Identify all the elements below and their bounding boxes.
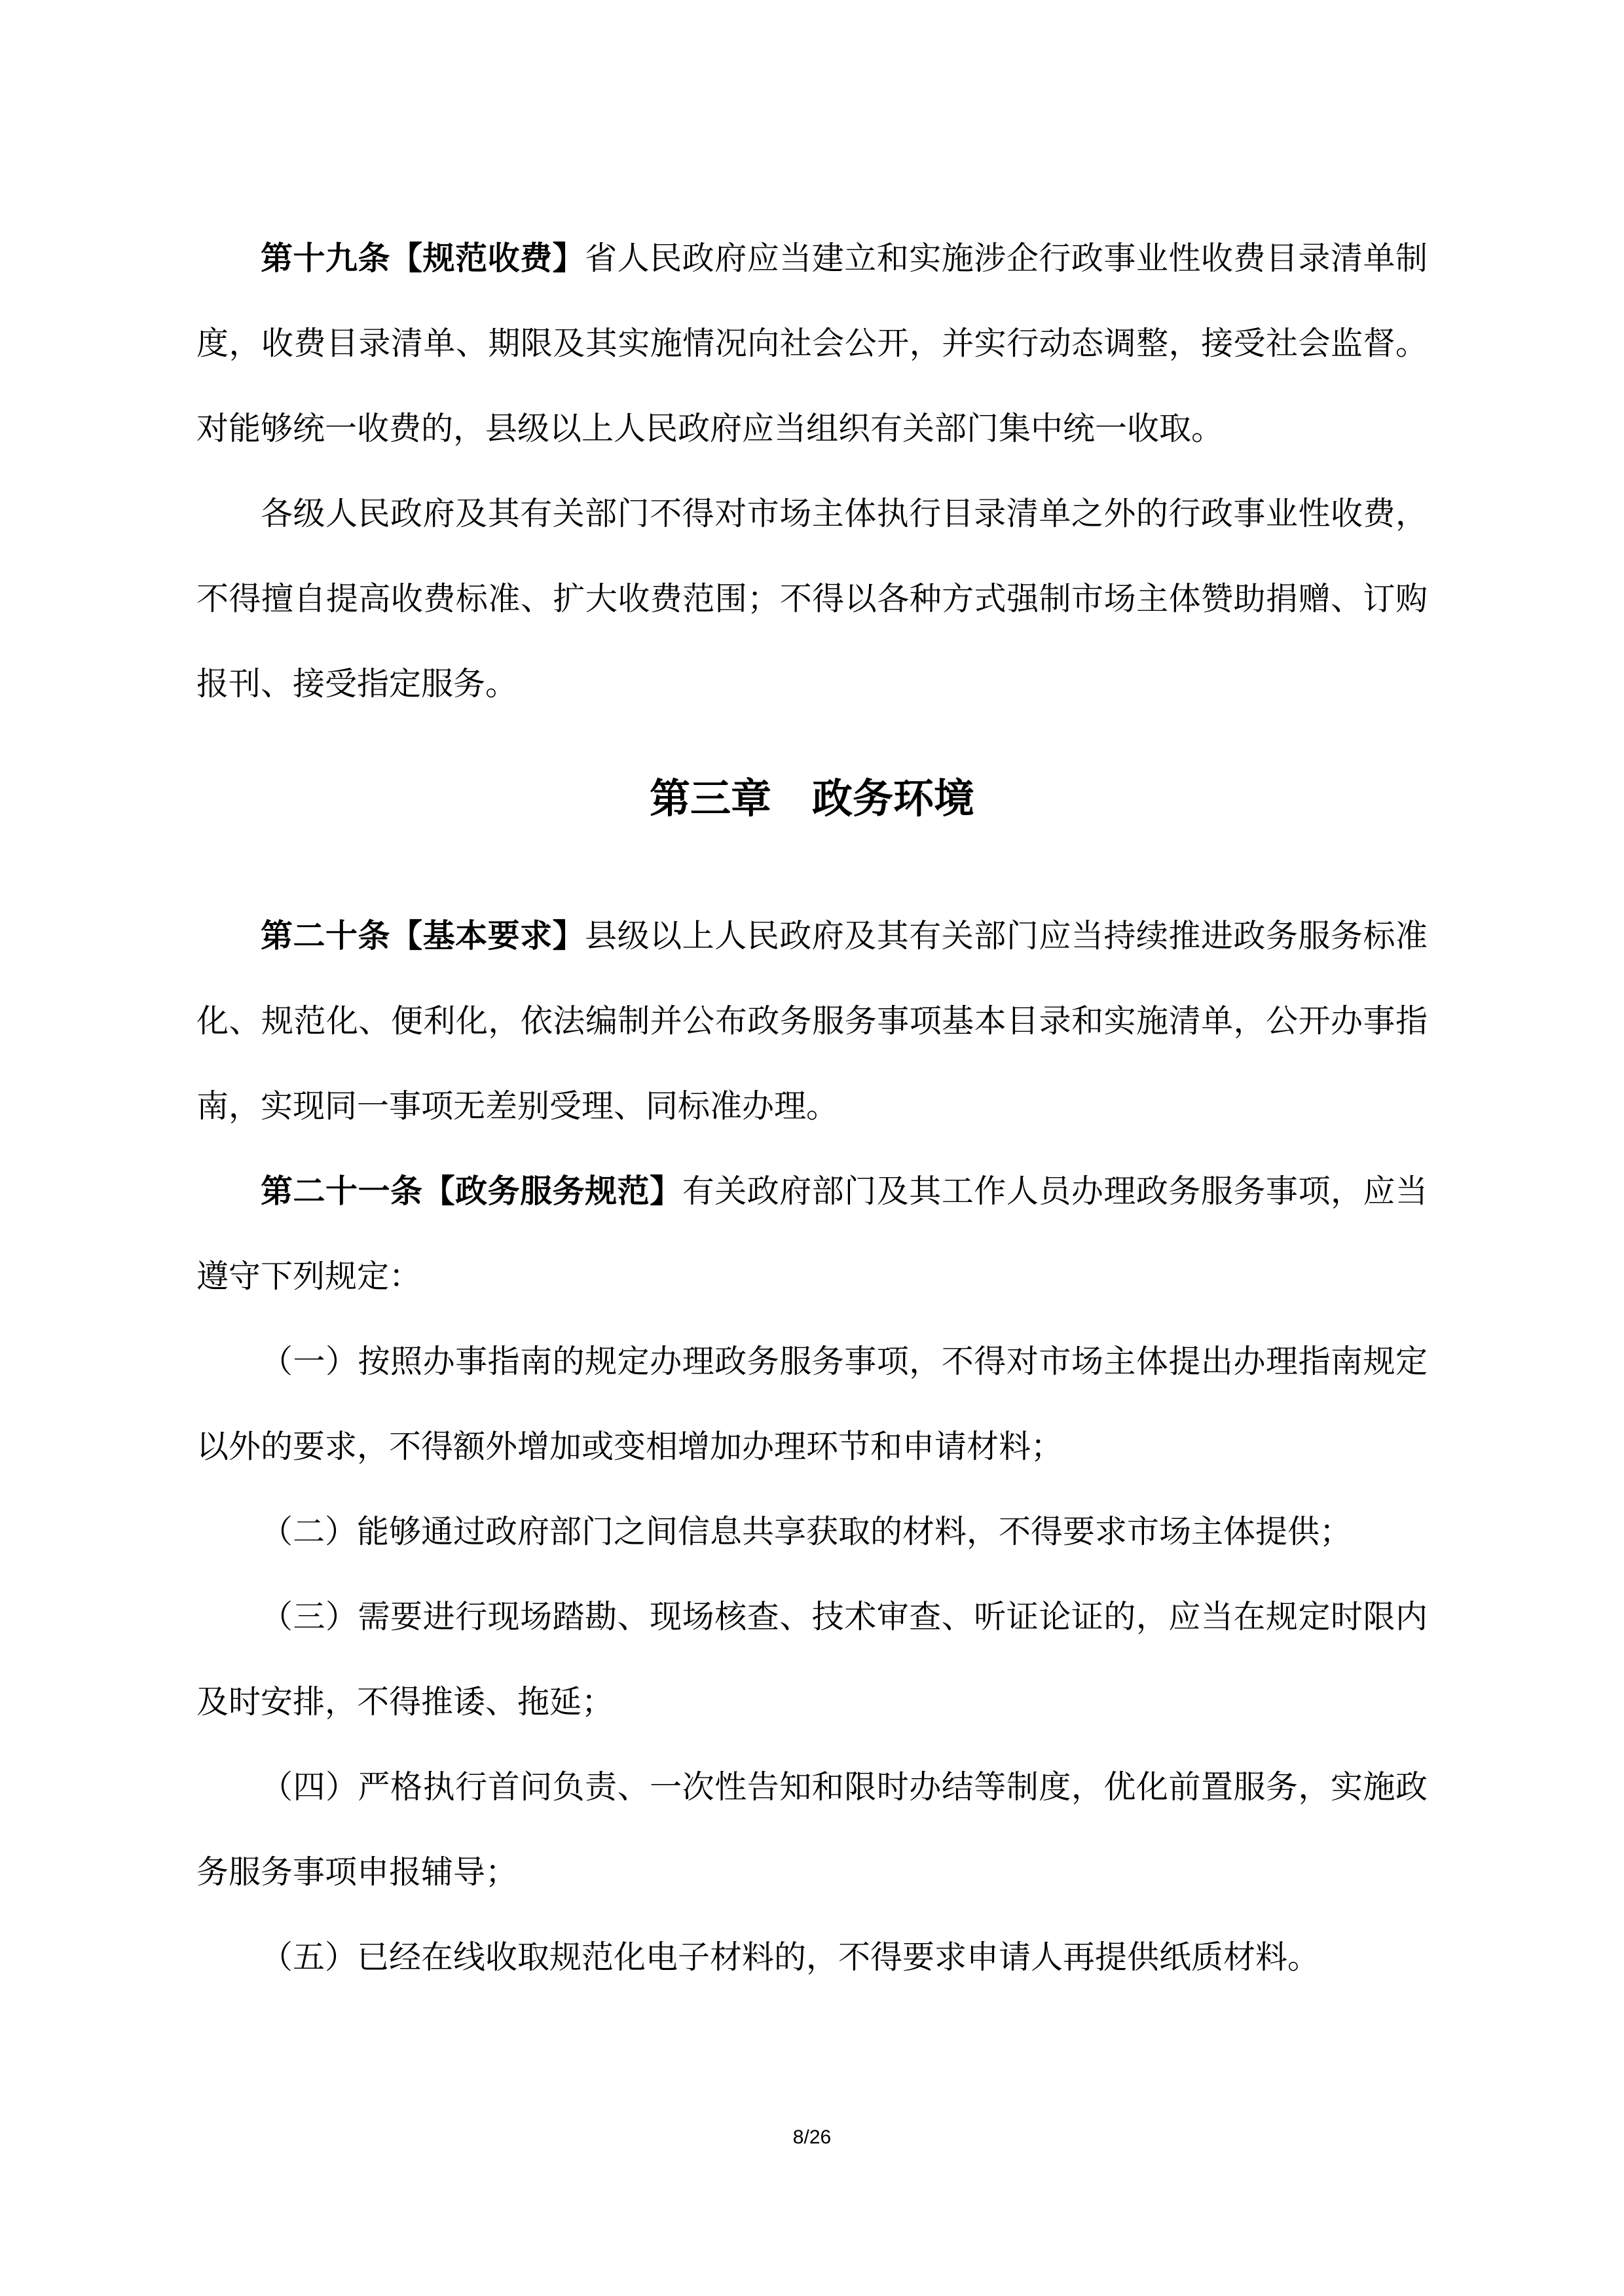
article-20-heading: 第二十条【基本要求】 <box>261 917 585 955</box>
list-item: （五）已经在线收取规范化电子材料的，不得要求申请人再提供纸质材料。 <box>261 1939 1320 1976</box>
list-item: （三）需要进行现场踏勘、现场核查、技术审查、听证论证的，应当在规定时限内及时安排，不得推诿、拖延； <box>196 1598 1428 1721</box>
page-number: 8/26 <box>792 2126 832 2148</box>
article-19-paragraph-2: 各级人民政府及其有关部门不得对市场主体执行目录清单之外的行政事业性收费，不得擅自提高收费标准、扩大收费范围；不得以各种方式强制市场主体赞助捐赠、订购报刊、接受指定服务。 <box>196 495 1428 702</box>
article-21-paragraph <box>196 1149 1428 1319</box>
list-item: （一）按照办事指南的规定办理政务服务事项，不得对市场主体提出办理指南规定以外的要求，不得额外增加或变相增加办理环节和申请材料； <box>196 1343 1428 1465</box>
article-20-paragraph <box>196 894 1428 1149</box>
list-item: （二）能够通过政府部门之间信息共享获取的材料，不得要求市场主体提供； <box>261 1513 1352 1550</box>
article-20-text: 县级以上人民政府及其有关部门应当持续推进政务服务标准化、规范化、便利化，依法编制并公布政务服务事项基本目录和实施清单，公开办事指南，实现同一事项无差别受理、同标准办理。 <box>196 917 1428 1125</box>
chapter-title: 第三章 政务环境 <box>649 774 974 822</box>
article-21-heading: 第二十一条【政务服务规范】 <box>261 1173 682 1210</box>
article-19-text: 省人民政府应当建立和实施涉企行政事业性收费目录清单制度，收费目录清单、期限及其实施情况向社会公开，并实行动态调整，接受社会监督。对能够统一收费的，县级以上人民政府应当组织有关部门集中统一收取。 <box>196 240 1428 447</box>
document-body <box>196 216 1428 2000</box>
article-19-heading: 第十九条【规范收费】 <box>261 240 585 277</box>
article-19-paragraph <box>196 216 1428 471</box>
article-21-text: 有关政府部门及其工作人员办理政务服务事项，应当遵守下列规定： <box>196 1173 1428 1295</box>
list-item: （四）严格执行首问负责、一次性告知和限时办结等制度，优化前置服务，实施政务服务事项申报辅导； <box>196 1768 1428 1891</box>
